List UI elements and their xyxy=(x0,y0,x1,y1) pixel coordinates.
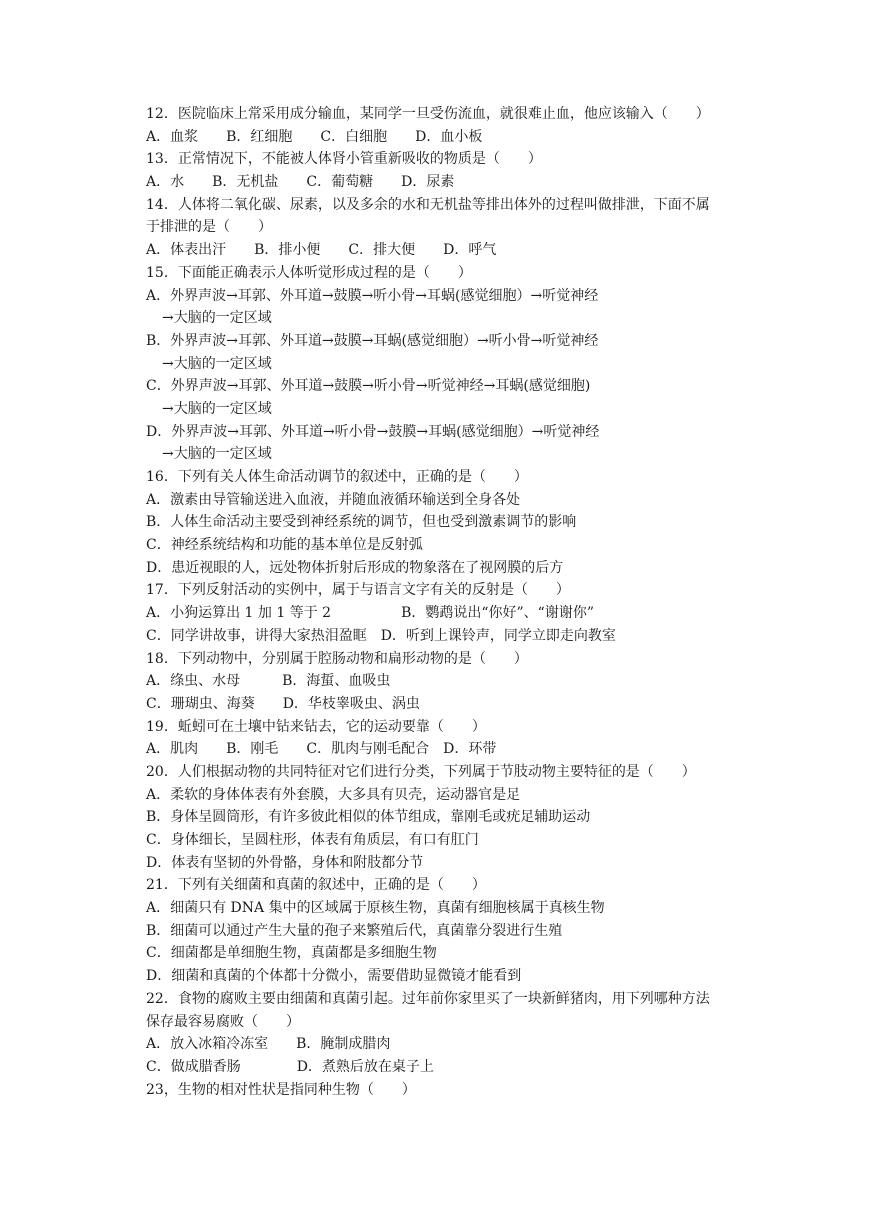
question-stem: 13．正常情况下，不能被人体肾小管重新吸收的物质是（ ） xyxy=(146,151,542,168)
answer-option: A．放入冰箱冷冻室 B．腌制成腊肉 xyxy=(146,1036,391,1053)
question-block xyxy=(0,194,869,262)
answer-option-continued: →大脑的一定区域 xyxy=(162,310,272,327)
question-stem: 14．人体将二氧化碳、尿素，以及多余的水和无机盐等排出体外的过程叫做排泄，下面不属 xyxy=(146,196,710,213)
answer-option: A．柔软的身体体表有外套膜，大多具有贝壳，运动器官是足 xyxy=(146,786,521,803)
answer-option: B．人体生命活动主要受到神经系统的调节，但也受到激素调节的影响 xyxy=(146,514,577,531)
answer-option: D．体表有坚韧的外骨骼，身体和附肢都分节 xyxy=(146,854,424,871)
question-stem: 15．下面能正确表示人体听觉形成过程的是（ ） xyxy=(146,264,472,281)
answer-option-continued: →大脑的一定区域 xyxy=(162,446,272,463)
answer-option: B．外界声波→耳郭、外耳道→鼓膜→耳蜗(感觉细胞）→听小骨→听觉神经 xyxy=(146,332,599,349)
question-stem: 20．人们根据动物的共同特征对它们进行分类，下列属于节肢动物主要特征的是（ ） xyxy=(146,763,696,780)
answer-option: B．细菌可以通过产生大量的孢子来繁殖后代，真菌靠分裂进行生殖 xyxy=(146,922,563,939)
answer-option: C．外界声波→耳郭、外耳道→鼓膜→听小骨→听觉神经→耳蜗(感觉细胞) xyxy=(146,378,591,395)
question-block xyxy=(0,988,869,1079)
answer-option: D．患近视眼的人，远处物体折射后形成的物象落在了视网膜的后方 xyxy=(146,559,564,576)
question-stem: 22．食物的腐败主要由细菌和真菌引起。过年前你家里买了一块新鲜猪肉，用下列哪种方法 xyxy=(146,990,710,1007)
question-block xyxy=(0,262,869,466)
answer-option: B．身体呈圆筒形，有许多彼此相似的体节组成，靠刚毛或疣足辅助运动 xyxy=(146,809,591,826)
answer-option: A．水 B．无机盐 C．葡萄糖 D．尿素 xyxy=(146,174,455,191)
answer-option: C．做成腊香肠 D．煮熟后放在桌子上 xyxy=(146,1058,434,1075)
question-stem: 21．下列有关细菌和真菌的叙述中，正确的是（ ） xyxy=(146,877,486,894)
question-block xyxy=(0,466,869,579)
question-stem: 18．下列动物中，分别属于腔肠动物和扁形动物的是（ ） xyxy=(146,650,528,667)
answer-option: A．激素由导管输送进入血液，并随血液循环输送到全身各处 xyxy=(146,491,521,508)
question-stem: 23，生物的相对性状是指同种生物（ ） xyxy=(146,1081,416,1098)
answer-option-continued: →大脑的一定区域 xyxy=(162,400,272,417)
answer-option: D．细菌和真菌的个体都十分微小，需要借助显微镜才能看到 xyxy=(146,968,522,985)
answer-option: A．血浆 B．红细胞 C．白细胞 D．血小板 xyxy=(146,128,483,145)
question-stem: 12．医院临床上常采用成分输血，某同学一旦受伤流血，就很难止血，他应该输入（ ） xyxy=(146,106,710,122)
question-list xyxy=(0,103,869,1101)
answer-option: A．细菌只有 DNA 集中的区域属于原核生物，真菌有细胞核属于真核生物 xyxy=(146,900,605,917)
question-block xyxy=(0,716,869,761)
question-block xyxy=(0,579,869,647)
question-stem-continued: 保存最容易腐败（ ） xyxy=(146,1013,300,1030)
question-stem-continued: 于排泄的是（ ） xyxy=(146,219,272,236)
answer-option: C．神经系统结构和功能的基本单位是反射弧 xyxy=(146,537,423,554)
answer-option: C．珊瑚虫、海葵 D．华枝睾吸虫、涡虫 xyxy=(146,695,420,712)
answer-option-continued: →大脑的一定区域 xyxy=(162,355,272,372)
answer-option: C．同学讲故事，讲得大家热泪盈眶 D．听到上课铃声，同学立即走向教室 xyxy=(146,627,616,644)
question-block xyxy=(0,1079,869,1102)
answer-option: A．肌肉 B．刚毛 C．肌肉与刚毛配合 D．环带 xyxy=(146,741,497,758)
answer-option: C．身体细长，呈圆柱形，体表有角质层，有口有肛门 xyxy=(146,832,479,848)
answer-option: A．小狗运算出 1 加 1 等于 2 B．鹦鹉说出“你好”、“谢谢你” xyxy=(146,605,594,622)
question-block xyxy=(0,761,869,874)
question-block xyxy=(0,874,869,987)
answer-option: A．绦虫、水母 B．海蜇、血吸虫 xyxy=(146,673,391,690)
question-block xyxy=(0,648,869,716)
question-block xyxy=(0,148,869,193)
answer-option: A．体表出汗 B．排小便 C．排大便 D．呼气 xyxy=(146,242,497,259)
question-block xyxy=(0,103,869,148)
question-stem: 17．下列反射活动的实例中，属于与语言文字有关的反射是（ ） xyxy=(146,582,570,599)
question-stem: 19．蚯蚓可在土壤中钻来钻去，它的运动要靠（ ） xyxy=(146,718,486,735)
answer-option: D．外界声波→耳郭、外耳道→听小骨→鼓膜→耳蜗(感觉细胞）→听觉神经 xyxy=(146,423,600,440)
answer-option: C．细菌都是单细胞生物，真菌都是多细胞生物 xyxy=(146,945,437,962)
answer-option: A．外界声波→耳郭、外耳道→鼓膜→听小骨→耳蜗(感觉细胞）→听觉神经 xyxy=(146,287,599,304)
question-stem: 16．下列有关人体生命活动调节的叙述中，正确的是（ ） xyxy=(146,469,528,485)
